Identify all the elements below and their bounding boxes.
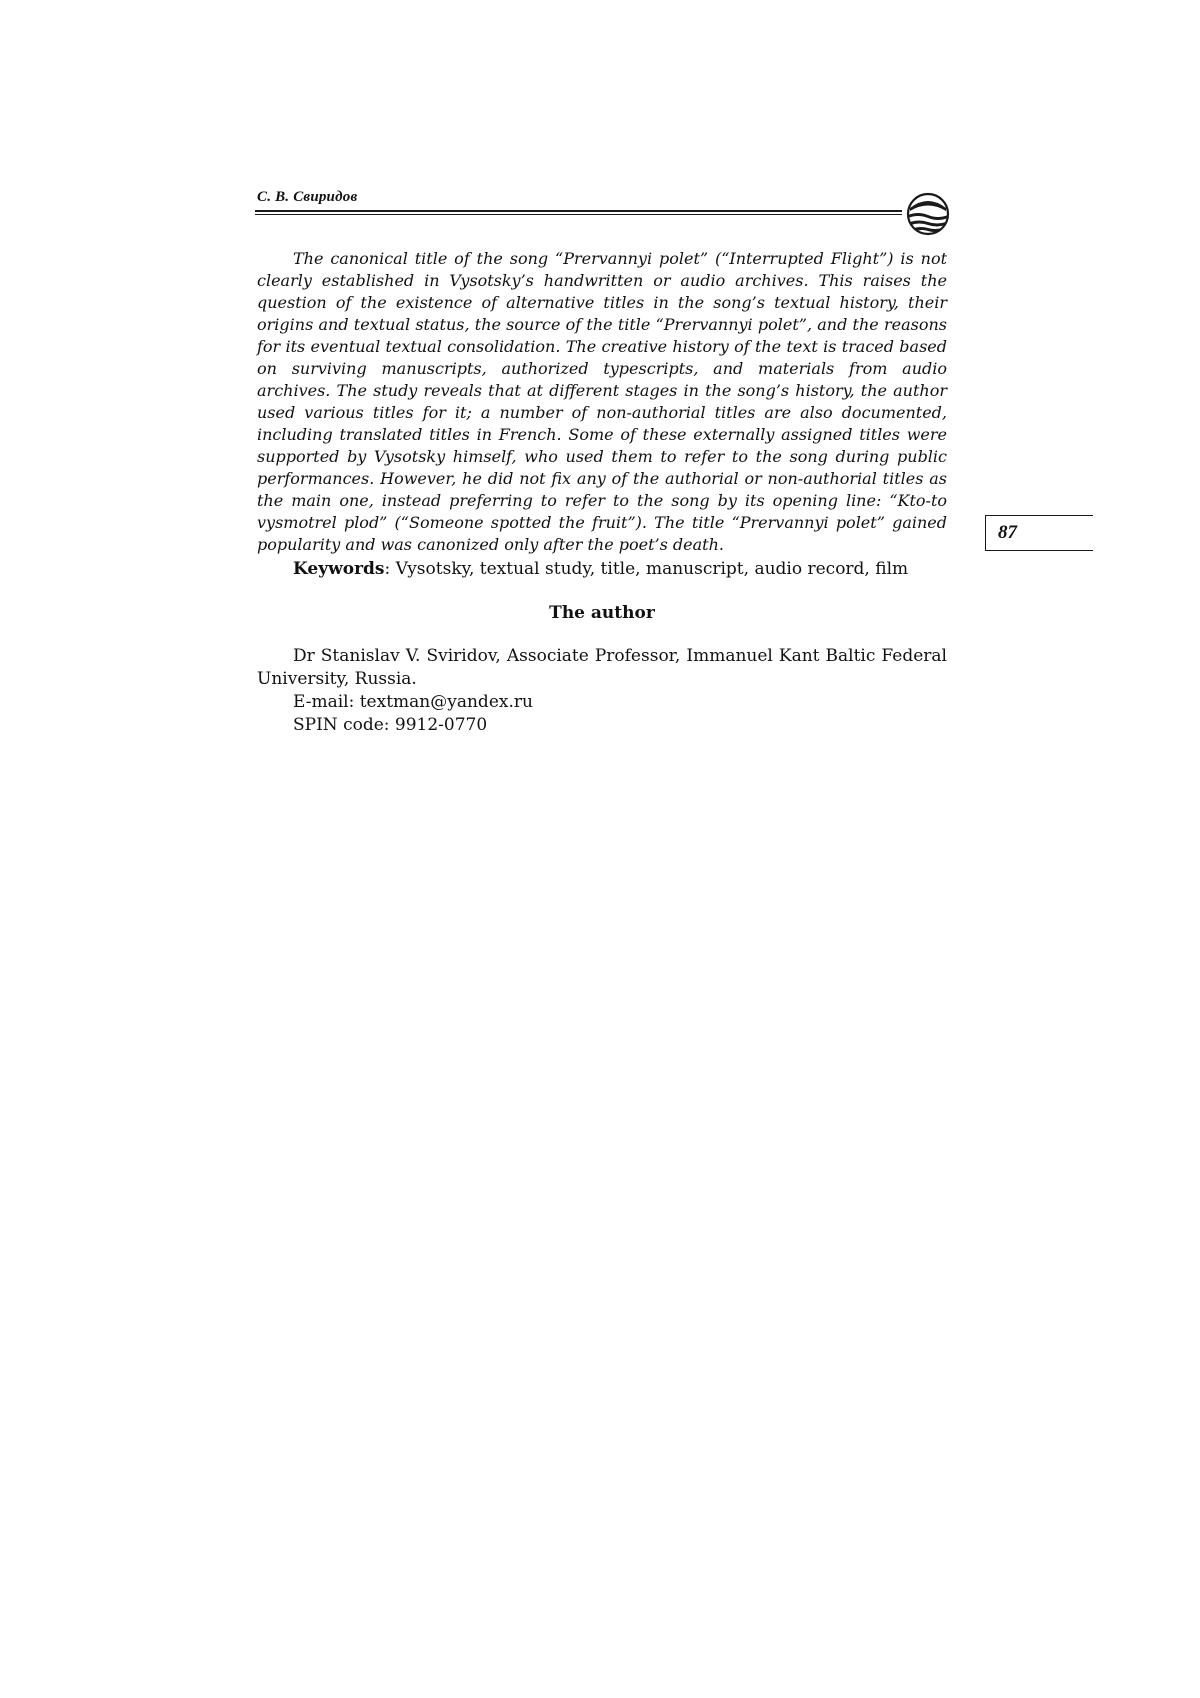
page-number-box [985, 515, 1093, 551]
running-head-author: С. В. Свиридов [257, 189, 358, 205]
abstract-paragraph: The canonical title of the song “Prervannyi polet” (“Interrupted Flight”) is not clearly established in Vysotsky’s handwritten or audio archives. This raises the question of the existence of alternative titles in the song’s textual history, their origins and textual status, the source of the title “Prervannyi polet”, and the reasons for its eventual textual consolidation. The creative history of the text is traced based on surviving manuscripts, authorized typescripts, and materials from audio archives. The study reveals that at different stages in the song’s history, the author used various titles for it; a number of non-authorial titles are also documented, including translated titles in French. Some of these externally assigned titles were supported by Vysotsky himself, who used them to refer to the song during public performances. However, he did not fix any of the authorial or non-authorial titles as the main one, instead preferring to refer to the song by its opening line: “Kto-to vysmotrel plod” (“Someone spotted the fruit”). The title “Prervannyi polet” gained popularity and was canonized only after the poet’s death. [257, 249, 947, 554]
author-email: E-mail: textman@yandex.ru [293, 692, 533, 712]
page-number: 87 [998, 522, 1017, 543]
keywords-line [293, 557, 953, 581]
author-heading: The author [549, 603, 655, 623]
author-bio: Dr Stanislav V. Sviridov, Associate Professor, Immanuel Kant Baltic Federal University, Russia. [257, 646, 947, 689]
journal-logo-icon [904, 192, 952, 236]
keywords-value: : Vysotsky, textual study, title, manuscript, audio record, film [384, 559, 909, 579]
header-rule [255, 210, 902, 215]
author-spin-code: SPIN code: 9912-0770 [293, 715, 488, 735]
keywords-label: Keywords [293, 559, 385, 579]
